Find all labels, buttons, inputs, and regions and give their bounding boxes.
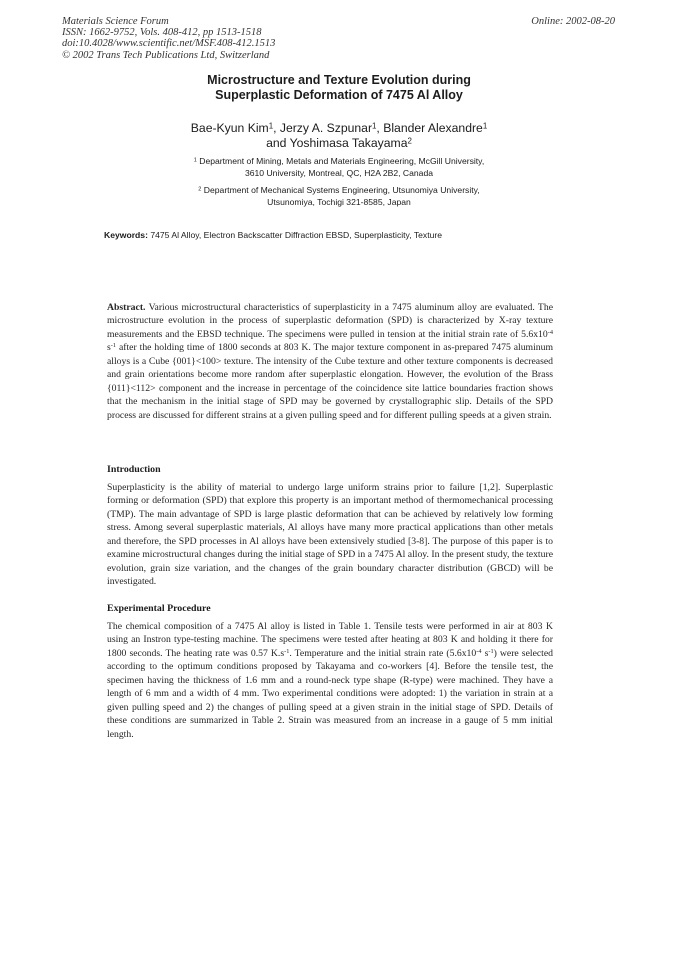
affiliation-line bbox=[0, 155, 678, 167]
affiliation-address: Utsunomiya, Tochigi 321-8585, Japan bbox=[267, 197, 411, 207]
exponent: -1 bbox=[110, 342, 117, 350]
issn-line: ISSN: 1662-9752, Vols. 408-412, pp 1513-1518 bbox=[62, 27, 262, 39]
abstract-text: Various microstructural characteristics of superplasticity in a 7475 aluminum alloy are evaluated. The microstructure evolution in the process of superplastic deformation (SPD) is characterized by X-ray texture measurements and the EBSD technique. The specimens were pulled in tension at the initial strain rate of 5.6x10 bbox=[107, 302, 553, 340]
doi-line: doi:10.4028/www.scientific.net/MSF.408-412.1513 bbox=[62, 38, 276, 50]
affiliation-mark: 2 bbox=[407, 136, 412, 146]
abstract-text: after the holding time of 1800 seconds at 803 K. The major texture component in as-prepared 7475 aluminum alloys is a Cube {001}<100> texture. The intensity of the Cube texture and other texture components is decreased and grain orientations become more random after superplastic elongation. However, the evolution of the Brass {011}<112> component and the increase in percentage of the coincidence site lattice boundaries fraction shows that the mechanism in the initial stage of SPD may be governed by crystallographic slip. Details of the SPD process are discussed for different strains at a given pulling speed and for different pulling speeds at a given strain. bbox=[107, 342, 553, 421]
affiliation-mark: 1 bbox=[482, 121, 488, 131]
abstract-label: Abstract. bbox=[107, 302, 146, 313]
paragraph-text: . Temperature and the initial strain rate (5.6x10 bbox=[289, 647, 477, 659]
section-heading-experimental: Experimental Procedure bbox=[107, 603, 211, 614]
keywords-text: 7475 Al Alloy, Electron Backscatter Diffraction EBSD, Superplasticity, Texture bbox=[150, 230, 443, 240]
affiliation-mark: 1 bbox=[193, 157, 197, 164]
author-name: and Yoshimasa Takayama bbox=[266, 136, 408, 150]
paragraph-text: The chemical composition of a 7475 Al alloy is listed in Table 1. Tensile tests were performed in air at 803 K using an Instron type-testing machine. The specimens were tested after heating at 803 K and holding it there for 1800 seconds. The heating rate was 0.57 K.s bbox=[107, 621, 553, 659]
author-name: Bae-Kyun Kim bbox=[190, 121, 269, 135]
title-line-2: Superplastic Deformation of 7475 Al Alloy bbox=[215, 88, 463, 102]
abstract bbox=[107, 301, 553, 422]
affiliation-text: Department of Mechanical Systems Engineering, Utsunomiya University, bbox=[203, 185, 480, 195]
affiliation-mark: 1 bbox=[268, 121, 274, 131]
author-name: Blander Alexandre bbox=[383, 121, 483, 135]
affiliation-1 bbox=[0, 155, 678, 179]
abstract-text: s bbox=[107, 342, 111, 354]
introduction-paragraph: Superplasticity is the ability of material to undergo large uniform strains prior to failure [1,2]. Superplastic forming or deformation (SPD) that explore this property is an important method of thermomechanical processing (TMP). The main advantage of SPD is large plastic deformation that can be achieved by relatively low forming stress. Among several superplastic materials, Al alloys have many more practical applications than other metals and therefore, the SPD processes in Al alloys have been extensively studied [3-8]. The purpose of this paper is to examine microstructural changes during the initial stage of SPD in a 7475 Al alloy. In the present study, the texture evolution, grain size variation, and the changes of the grain boundary character distribution (GBCD) will be investigated. bbox=[107, 482, 553, 588]
keywords bbox=[104, 229, 604, 241]
affiliation-2 bbox=[0, 184, 678, 208]
exponent: -4 bbox=[476, 648, 482, 656]
journal-name: Materials Science Forum bbox=[62, 16, 169, 27]
publication-header bbox=[62, 16, 275, 61]
paragraph-text: s bbox=[484, 647, 489, 659]
section-heading-introduction: Introduction bbox=[107, 464, 161, 475]
author-name: Jerzy A. Szpunar bbox=[279, 121, 373, 135]
affiliation-address: 3610 University, Montreal, QC, H2A 2B2, Canada bbox=[244, 168, 434, 178]
affiliation-text: Department of Mining, Metals and Materials Engineering, McGill University, bbox=[199, 156, 485, 166]
exponent: -1 bbox=[284, 648, 290, 656]
affiliation-line bbox=[0, 184, 678, 196]
author-list bbox=[0, 121, 678, 151]
copyright-line: © 2002 Trans Tech Publications Ltd, Switzerland bbox=[62, 49, 270, 61]
experimental-paragraph bbox=[107, 620, 553, 741]
paper-title bbox=[0, 73, 678, 103]
affiliation-mark: 2 bbox=[198, 186, 202, 193]
online-date: Online: 2002-08-20 bbox=[531, 16, 615, 27]
paragraph-text: ) were selected according to the optimum conditions proposed by Takayama and co-workers [4]. Before the tensile test, the specimen having the thickness of 1.6 mm and a round-neck type shape (R-type) were machined. They have a length of 6 mm and a width of 4 mm. Two experimental conditions were adopted: 1) the variation in strain at a given pulling speed and 2) the changes of pulling speed at a given strain in the initial stage of SPD. Details of these conditions are summarized in Table 2. Strain was measured from an increase in a gauge of 5 mm initial length. bbox=[107, 647, 553, 740]
title-line-1: Microstructure and Texture Evolution during bbox=[207, 73, 471, 87]
keywords-label: Keywords: bbox=[104, 230, 148, 240]
author-line-2 bbox=[0, 136, 678, 151]
exponent: -1 bbox=[488, 648, 494, 656]
affiliation-mark: 1 bbox=[372, 121, 377, 131]
author-line-1: Bae-Kyun Kim$^1$, Jerzy A. Szpunar$^1$, Blander Alexandre$^1$ bbox=[190, 121, 488, 135]
exponent: -4 bbox=[547, 329, 553, 337]
